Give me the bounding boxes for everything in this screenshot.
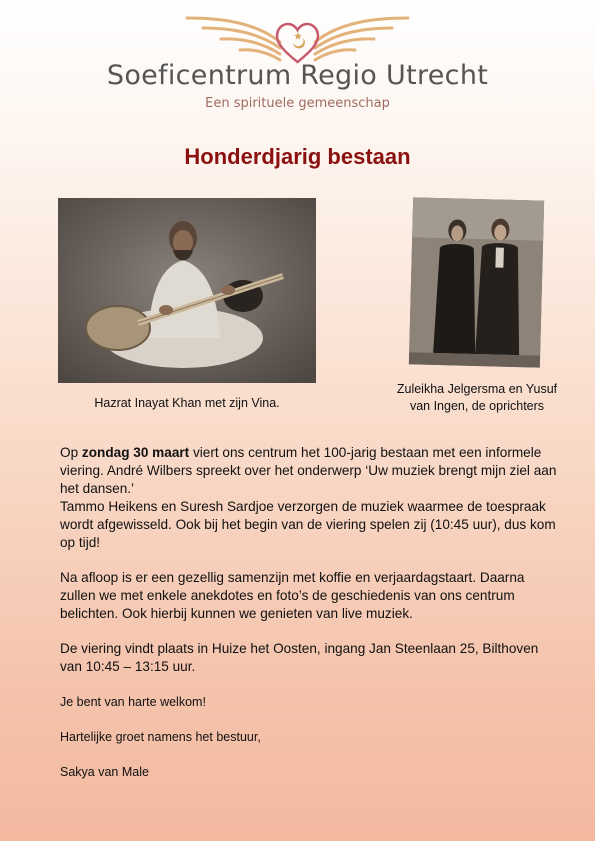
photo-founders <box>409 197 544 367</box>
signature-name: Sakya van Male <box>60 765 149 779</box>
photo-hazrat-inayat-khan <box>58 198 316 383</box>
paragraph-music: Tammo Heikens en Suresh Sardjoe verzorgen de muziek waarmee de toespraak wordt afgewisseld. Ook bij het begin van de viering spelen zij (10:45 uur), dus kom op tijd! <box>60 499 556 550</box>
caption-right-line1: Zuleikha Jelgersma en Yusuf <box>396 382 558 396</box>
paragraph-location: De viering vindt plaats in Huize het Oosten, ingang Jan Steenlaan 25, Bilthoven van 10:45 – 13:15 uur. <box>60 641 539 674</box>
caption-left: Hazrat Inayat Khan met zijn Vina. <box>94 396 280 410</box>
paragraph-welcome: Je bent van harte welkom! <box>60 695 206 709</box>
body-text <box>60 444 560 798</box>
paragraph-intro: Op zondag 30 maart viert ons centrum het 100-jarig bestaan met een informele viering. André Wilbers spreekt over het onderwerp ‘Uw muziek brengt mijn ziel aan het dansen.’ <box>60 445 557 496</box>
org-name: Soeficentrum Regio Utrecht <box>106 60 489 91</box>
caption-right-line2: van Ingen, de oprichters <box>409 398 545 413</box>
page-title: Honderdjarig bestaan <box>184 144 411 169</box>
paragraph-afterwards: Na afloop is er een gezellig samenzijn met koffie en verjaardagstaart. Daarna zullen we met enkele anekdotes en foto’s de geschiedenis van ons centrum belichten. Ook hierbij kunnen we genieten van live muziek. <box>60 570 525 621</box>
date-highlight: zondag 30 maart <box>81 445 190 460</box>
caption-right <box>372 381 582 415</box>
paragraph-greeting: Hartelijke groet namens het bestuur, <box>60 730 261 744</box>
org-subtitle: Een spirituele gemeenschap <box>205 96 390 111</box>
